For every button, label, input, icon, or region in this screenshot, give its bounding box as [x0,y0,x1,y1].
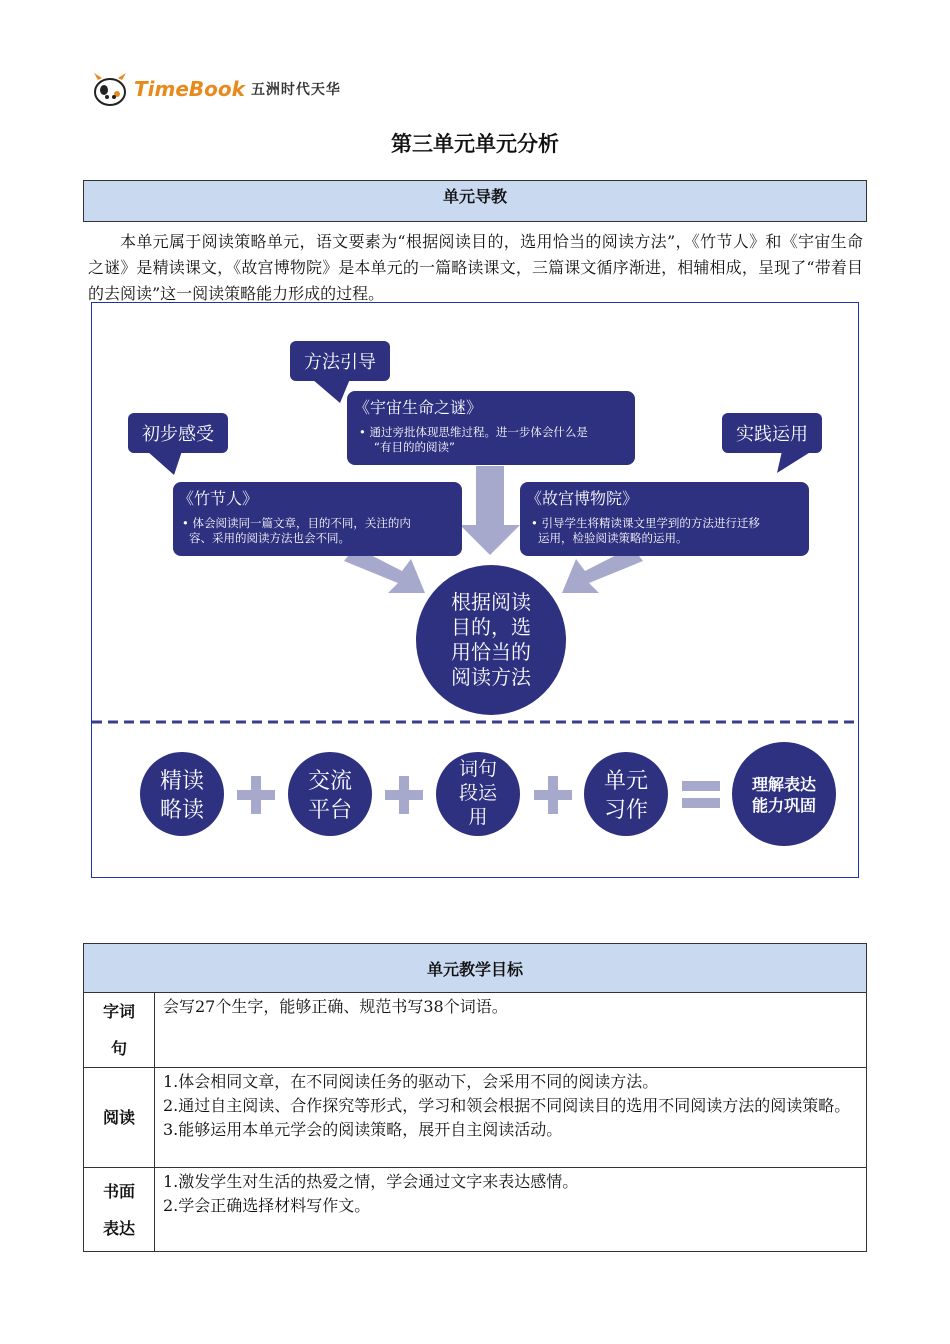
category-line: 句 [110,1039,127,1058]
circle-result [732,742,836,846]
timebook-logo [90,70,341,108]
plus-icon [534,776,572,814]
box-gugong-line1: • 引导学生将精读课文里学到的方法进行迁移 [531,516,760,530]
category-cell [84,993,155,1068]
page-title: 第三单元单元分析 [391,132,559,156]
tag-practice [722,413,822,473]
box-zhujieren-line1: • 体会阅读同一篇文章，目的不同，关注的内 [182,516,411,530]
c2-line-2: 平台 [307,798,353,823]
arrow-center [460,466,520,555]
guide-heading: 单元导教 [83,180,867,222]
cow-mascot-icon [90,70,130,108]
goals-table [83,943,867,1252]
category-cell [84,1068,155,1168]
tag-method-guide-text: 方法引导 [304,352,376,373]
c5-line-2: 能力巩固 [751,796,817,815]
center-line-1: 根据阅读 [451,590,531,614]
box-gugong-line2: 运用，检验阅读策略的运用。 [538,531,688,545]
strategy-diagram [91,302,859,878]
plus-icon [237,776,275,814]
box-gugong-title: 《故宫博物院》 [526,489,639,508]
goal-item: 会写27个生字，能够正确、规范书写38个词语。 [163,997,508,1016]
box-gugong [520,482,809,556]
plus-icon [385,776,423,814]
c5-line-1: 理解表达 [751,775,817,794]
c1-line-1: 精读 [159,769,205,794]
c4-line-2: 习作 [603,798,649,823]
tag-first-feeling-text: 初步感受 [142,424,214,445]
goal-item: 1.激发学生对生活的热爱之情，学会通过文字来表达感情。 [163,1172,579,1191]
goal-item: 2.通过自主阅读、合作探究等形式，学习和领会根据不同阅读目的选用不同阅读方法的阅读策略。 [163,1096,851,1115]
category-line: 阅读 [102,1108,135,1127]
circle-unit-writing [584,752,668,836]
c4-line-1: 单元 [603,769,649,794]
table-row [84,1068,867,1168]
equals-icon [682,781,720,808]
box-zhujieren-line2: 容、采用的阅读方法也会不同。 [189,531,350,545]
brand-name: TimeBook [134,77,245,101]
table-row [84,993,867,1068]
content-cell [155,1068,867,1168]
c1-line-2: 略读 [159,798,205,823]
tag-first-feeling [128,413,228,475]
box-yuzhou [347,391,635,465]
content-cell [155,993,867,1068]
category-line: 表达 [102,1218,135,1238]
guide-paragraph: 本单元属于阅读策略单元，语文要素为“根据阅读目的，选用恰当的阅读方法”，《竹节人》和《宇宙生命之谜》是精读课文，《故宫博物院》是本单元的一篇略读课文，三篇课文循序渐进，相辅相成，呈现了“带着目的去阅读”这一阅读策略能力形成的过程。 [88,232,863,303]
c3-line-2: 段运 [458,782,498,804]
brand-name-cn: 五洲时代天华 [250,82,341,98]
goals-heading: 单元教学目标 [84,944,867,993]
c2-line-1: 交流 [307,769,353,794]
box-yuzhou-line1: • 通过旁批体现思维过程。进一步体会什么是 [359,425,588,439]
center-line-4: 阅读方法 [451,665,531,689]
circle-intensive-reading [140,752,224,836]
table-row [84,1168,867,1252]
c3-line-1: 词句 [458,758,498,780]
box-yuzhou-line2: “有目的的阅读” [374,440,455,454]
center-goal-circle [416,565,566,715]
circle-word-usage [436,752,520,836]
tag-practice-text: 实践运用 [736,424,808,445]
c3-line-3: 用 [468,806,488,828]
category-line: 书面 [102,1181,135,1201]
box-yuzhou-title: 《宇宙生命之谜》 [354,398,483,417]
center-line-2: 目的，选 [451,615,531,639]
goal-item: 3.能够运用本单元学会的阅读策略，展开自主阅读活动。 [163,1120,563,1139]
strategy-diagram-svg [92,303,860,879]
goals-header-row [84,944,867,993]
category-line: 字词 [102,1002,135,1021]
content-cell [155,1168,867,1252]
box-zhujieren [173,482,462,556]
box-zhujieren-title: 《竹节人》 [178,489,259,508]
goal-item: 1.体会相同文章，在不同阅读任务的驱动下，会采用不同的阅读方法。 [163,1072,659,1091]
category-cell [84,1168,155,1252]
circle-exchange-platform [288,752,372,836]
goal-item: 2.学会正确选择材料写作文。 [163,1196,371,1215]
center-line-3: 用恰当的 [451,640,531,664]
